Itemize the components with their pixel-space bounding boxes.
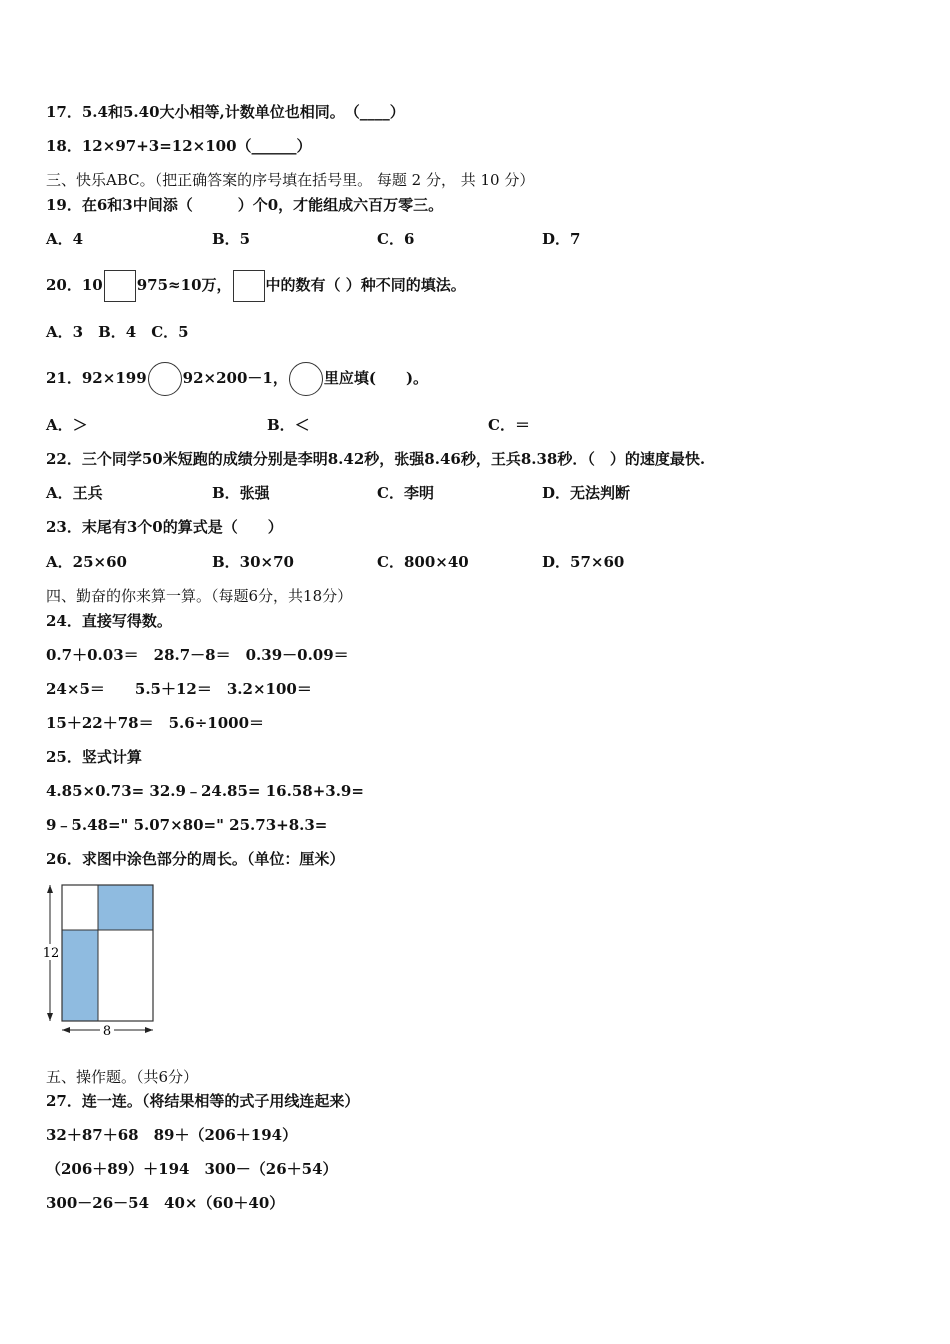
q24-row-1: 0.7＋0.03＝ 28.7－8＝ 0.39－0.09＝ [46,646,349,664]
q21-text-b: 92×200－1， [182,369,288,387]
section-3-title: 三、快乐ABC。（把正确答案的序号填在括号里。 每题 2 分， 共 10 分） [46,171,535,189]
question-17: 17．5.4和5.40大小相等,计数单位也相同。 （____） [46,103,405,121]
shaded-rect-top [98,885,153,930]
q20-text-b: 975≈10万， [136,276,232,294]
q22-option-a: A．王兵 [46,484,103,502]
q19-option-a: A．4 [46,230,84,248]
question-26: 26．求图中涂色部分的周长。（单位：厘米） [46,850,345,868]
q20-options: A．3 B．4 C．5 [46,323,189,341]
q27-row-2: （206＋89）＋194 300－（26＋54） [46,1160,338,1178]
width-arrow-left [62,1027,70,1033]
q19-option-d: D．7 [542,230,581,248]
q23-option-b: B．30×70 [212,553,294,571]
question-20 [46,268,466,302]
question-23: 23．末尾有3个0的算式是（ ） [46,518,283,536]
q22-option-c: C．李明 [377,484,434,502]
q21-option-a: A．＞ [46,416,88,434]
q25-row-2: 9﹣5.48=" 5.07×80=" 25.73+8.3= [46,816,328,834]
q27-row-3: 300－26－54 40×（60＋40） [46,1194,285,1212]
shaded-rect-left [62,930,98,1021]
q27-row-1: 32＋87＋68 89＋（206＋194） [46,1126,298,1144]
width-label: 8 [102,1024,112,1039]
q25-row-1: 4.85×0.73= 32.9﹣24.85= 16.58+3.9= [46,782,364,800]
question-25: 25．竖式计算 [46,748,142,766]
question-18: 18．12×97+3=12×100（______） [46,137,312,155]
q23-option-d: D．57×60 [542,553,625,571]
q22-option-b: B．张强 [212,484,270,502]
question-22: 22．三个同学50米短跑的成绩分别是李明8.42秒，张强8.46秒，王兵8.38秒．（ ）的速度最快. [46,450,706,468]
q21-option-b: B．＜ [267,416,310,434]
q20-blank-box-2 [233,270,265,302]
q20-blank-box-1 [104,270,136,302]
q21-text-a: 21．92×199 [46,369,147,387]
q21-option-c: C．＝ [488,416,530,434]
question-19: 19．在6和3中间添（ ）个0，才能组成六百万零三。 [46,196,444,214]
width-arrow-right [145,1027,153,1033]
q22-option-d: D．无法判断 [542,484,631,502]
height-arrow-top [47,885,53,893]
section-5-title: 五、操作题。（共6分） [46,1068,199,1086]
question-24: 24．直接写得数。 [46,612,172,630]
q19-option-b: B．5 [212,230,251,248]
q19-option-c: C．6 [377,230,415,248]
q24-row-2: 24×5＝ 5.5＋12＝ 3.2×100＝ [46,680,312,698]
q21-text-c: 里应填( )。 [323,369,429,387]
q24-row-3: 15＋22＋78＝ 5.6÷1000＝ [46,714,265,732]
q23-option-c: C．800×40 [377,553,469,571]
section-4-title: 四、勤奋的你来算一算。（每题6分，共18分） [46,587,353,605]
q20-text-c: 中的数有（ ）种不同的填法。 [265,276,466,294]
question-21 [46,360,428,396]
question-27: 27．连一连。（将结果相等的式子用线连起来） [46,1092,360,1110]
height-label: 12 [42,946,60,961]
q21-blank-circle-2 [289,362,323,396]
q21-blank-circle-1 [148,362,182,396]
q20-text-a: 20．10 [46,276,103,294]
q23-option-a: A．25×60 [46,553,127,571]
height-arrow-bottom [47,1013,53,1021]
perimeter-figure [40,880,165,1044]
